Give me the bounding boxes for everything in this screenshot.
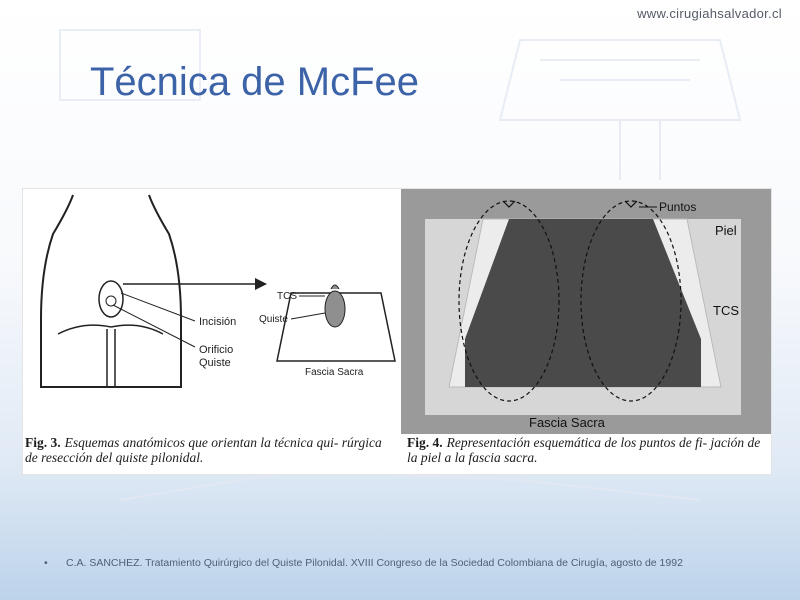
figure-3-number: Fig. 3. — [25, 435, 61, 450]
fig4-label-tcs: TCS — [713, 303, 739, 318]
figure-4 — [401, 189, 771, 474]
leader-orifice — [113, 305, 195, 347]
gluteal-line — [58, 325, 111, 334]
footer-bullet: • — [44, 557, 48, 569]
cyst-orifice — [106, 296, 116, 306]
fig4-label-fascia-sacra: Fascia Sacra — [529, 415, 605, 430]
figure-3 — [23, 189, 401, 474]
figure-4-caption-text: Representación esquemática de los puntos de fi- jación de la piel a la fascia sacra. — [407, 435, 761, 465]
fig4-label-puntos: Puntos — [659, 200, 697, 214]
figure-3-caption — [25, 435, 397, 465]
incision-ellipse — [99, 281, 123, 317]
leader-quiste-small — [291, 313, 325, 319]
figure-4-drawing — [401, 189, 771, 434]
figure-3-drawing — [23, 189, 401, 434]
figure-4-number: Fig. 4. — [407, 435, 443, 450]
cyst-neck — [331, 285, 339, 289]
label-orificio: Orificio — [199, 344, 234, 356]
label-quiste: Quiste — [199, 357, 231, 369]
intergluteal-cleft — [107, 329, 115, 387]
label-tcs: TCS — [277, 291, 297, 302]
arrow-head — [255, 278, 267, 290]
figure-3-caption-text: Esquemas anatómicos que orientan la técnica qui- rúrgica de resección del quiste pilonidal. — [25, 435, 382, 465]
fig4-label-piel: Piel — [715, 223, 737, 238]
cyst-shape — [325, 291, 345, 327]
site-url: www.cirugiahsalvador.cl — [637, 6, 782, 21]
body-outline — [41, 195, 181, 387]
label-quiste-small: Quiste — [259, 314, 288, 325]
figure-4-caption — [407, 435, 767, 465]
label-incision: Incisión — [199, 316, 237, 328]
leader-incision — [121, 293, 195, 321]
label-fascia-sacra: Fascia Sacra — [305, 367, 364, 378]
footer-reference: C.A. SANCHEZ. Tratamiento Quirúrgico del Quiste Pilonidal. XVIII Congreso de la Sociedad Colombiana de Cirugía, agosto de 1992 — [66, 557, 683, 569]
slide-title: Técnica de McFee — [90, 60, 420, 104]
figure-panel — [22, 188, 772, 475]
